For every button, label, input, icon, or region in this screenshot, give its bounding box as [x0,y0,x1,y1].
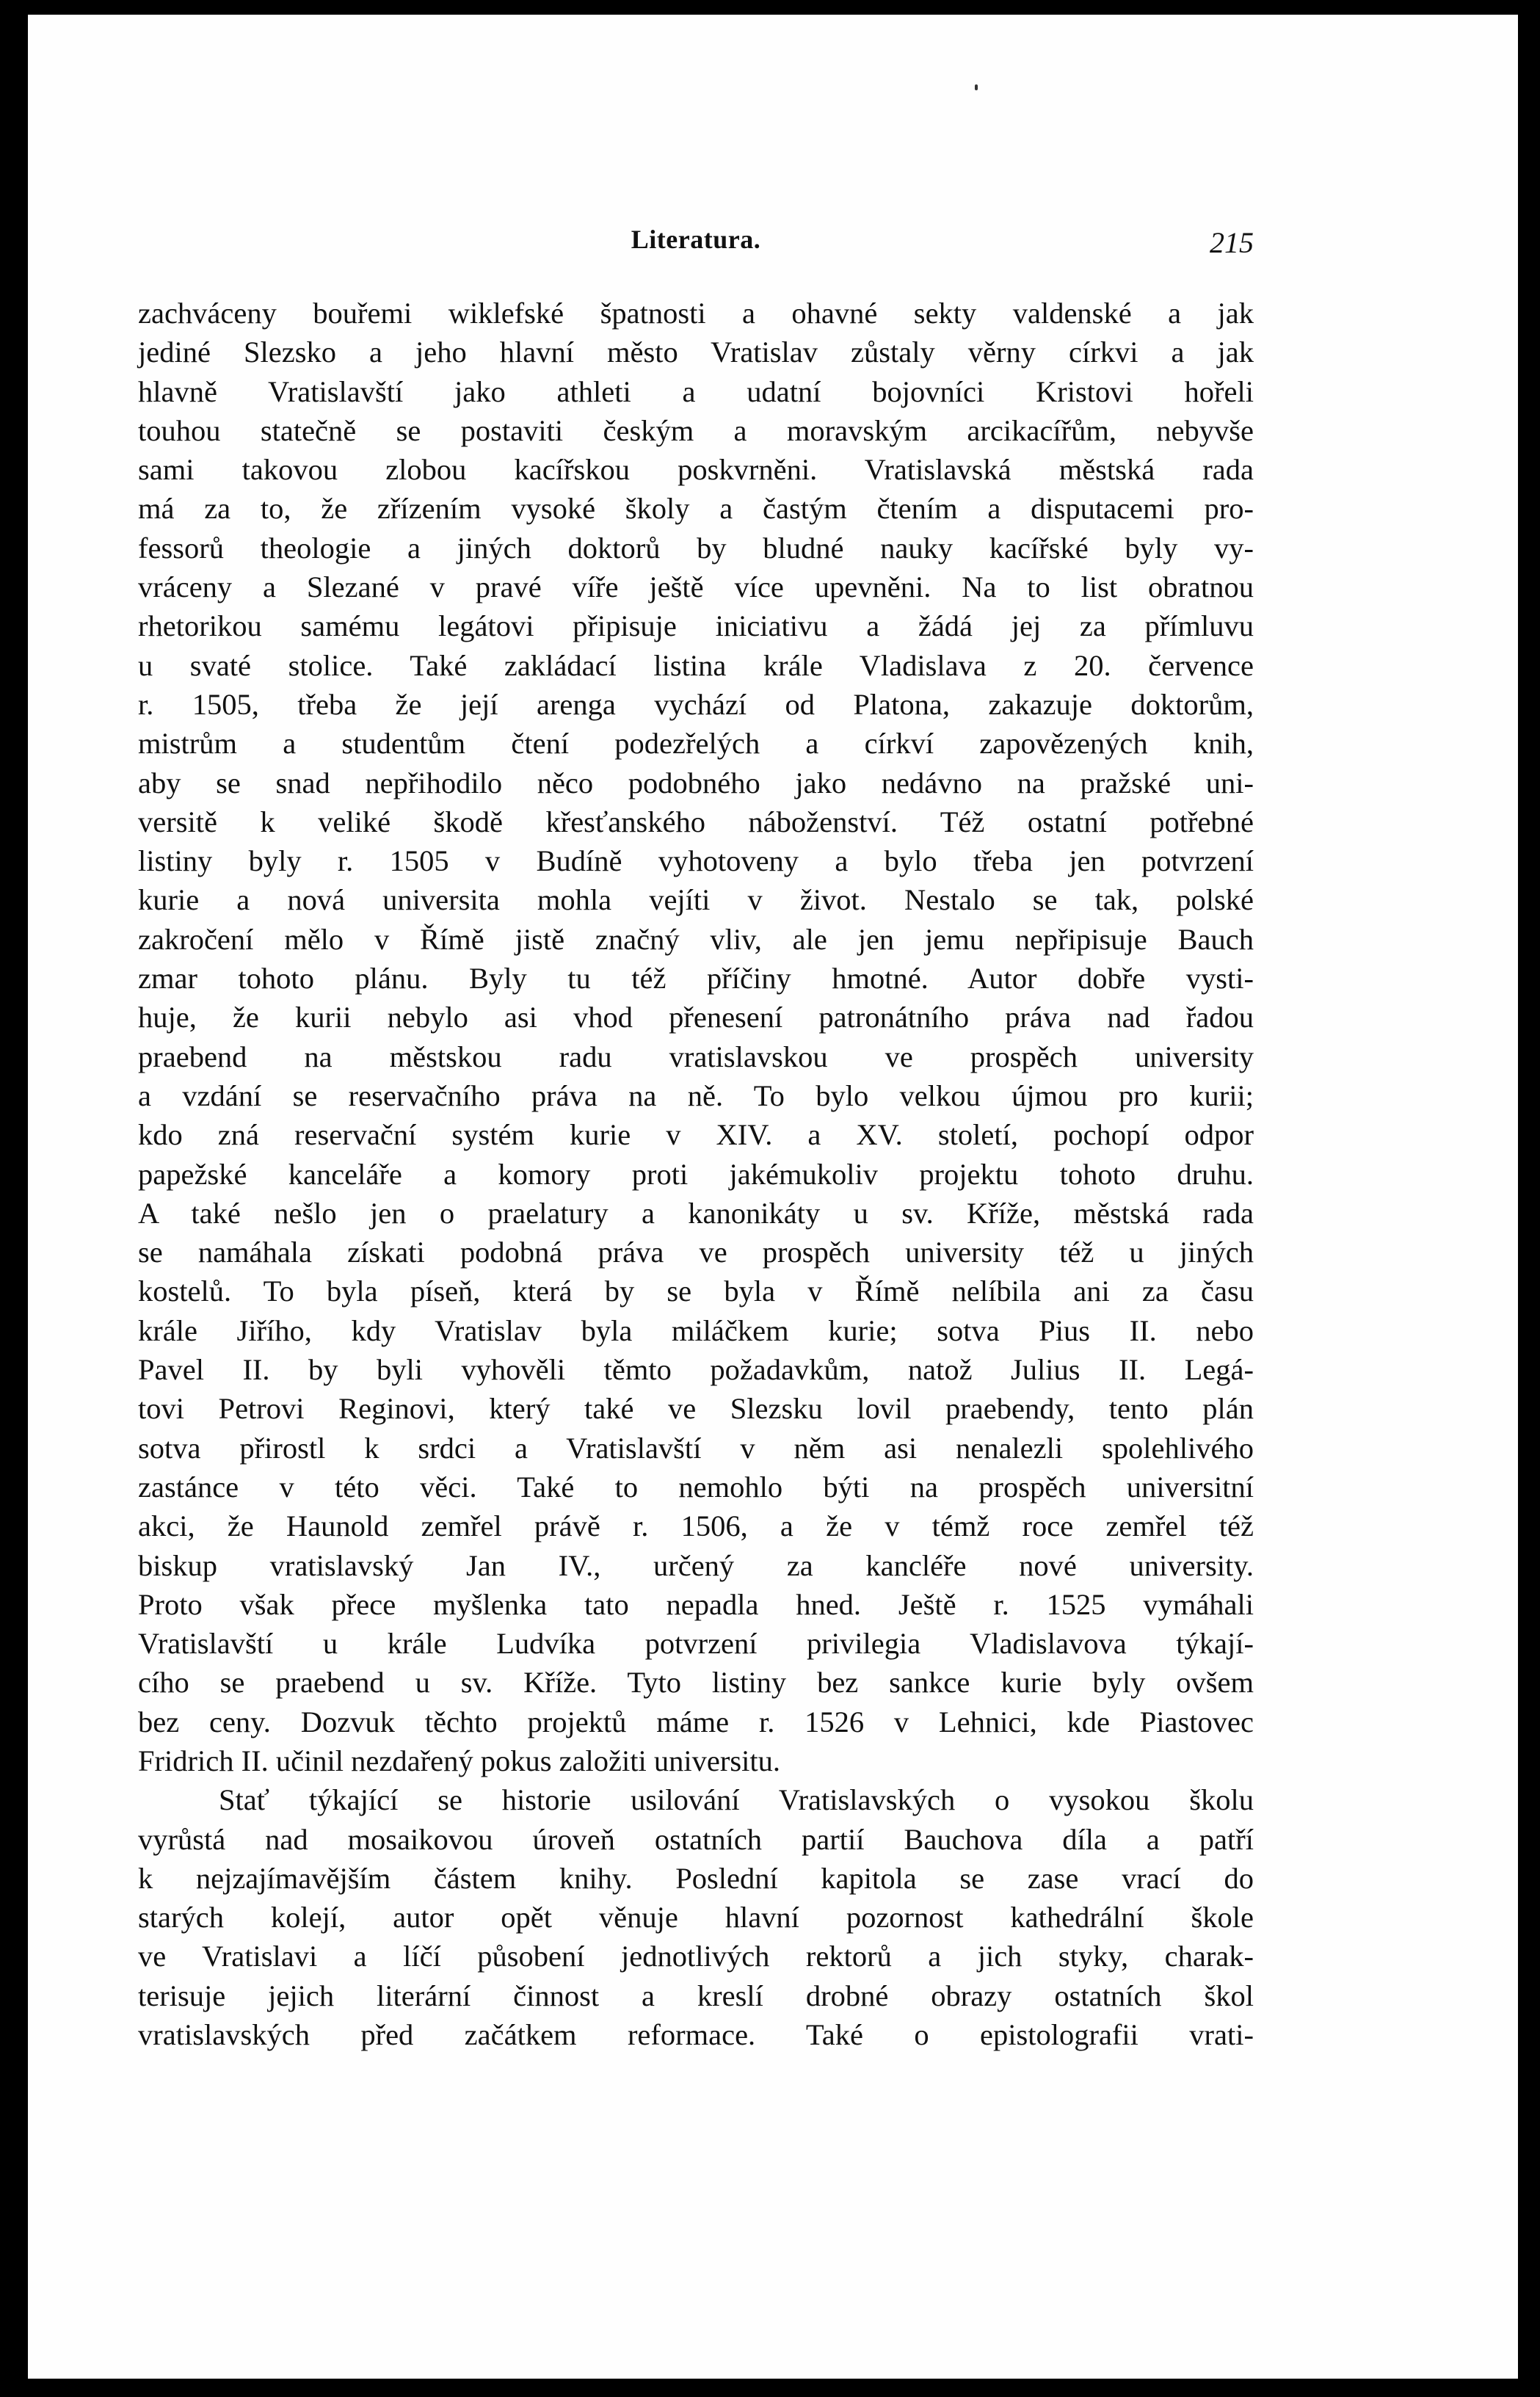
text-line: vráceny a Slezané v pravé víře ještě více upevněni. Na to list obratnou [138,570,1254,604]
text-line: vyrůstá nad mosaikovou úroveň ostatních partií Bauchova díla a patří [138,1822,1254,1856]
text-line: u svaté stolice. Také zakládací listina krále Vladislava z 20. července [138,648,1254,682]
text-line: akci, že Haunold zemřel právě r. 1506, a že v témž roce zemřel též [138,1509,1254,1543]
text-line: tovi Petrovi Reginovi, který také ve Slezsku lovil praebendy, tento plán [138,1392,1254,1426]
text-line: Pavel II. by byli vyhověli těmto požadavkům, natož Julius II. Legá- [138,1353,1254,1387]
text-line: kdo zná reservační systém kurie v XIV. a XV. století, pochopí odpor [138,1118,1254,1152]
text-line: má za to, že zřízením vysoké školy a častým čtením a disputacemi pro- [138,492,1254,526]
text-line: rhetorikou samému legátovi připisuje iniciativu a žádá jej za přímluvu [138,609,1254,643]
text-line: Vratislavští u krále Ludvíka potvrzení privilegia Vladislavova týkají- [138,1627,1254,1661]
text-line: sami takovou zlobou kacířskou poskvrněni. Vratislavská městská rada [138,453,1254,487]
text-line: ve Vratislavi a líčí působení jednotlivých rektorů a jich styky, charak- [138,1940,1254,1973]
text-line: jediné Slezsko a jeho hlavní město Vratislav zůstaly věrny církvi a jak [138,336,1254,369]
text-line: hlavně Vratislavští jako athleti a udatní bojovníci Kristovi hořeli [138,374,1254,408]
text-line: versitě k veliké škodě křesťanského náboženství. Též ostatní potřebné [138,805,1254,838]
text-line: kostelů. To byla píseň, která by se byla v Římě nelíbila ani za času [138,1274,1254,1308]
page-number: 215 [1210,226,1254,259]
text-line: k nejzajímavějším částem knihy. Poslední kapitola se zase vrací do [138,1861,1254,1895]
text-line: aby se snad nepřihodilo něco podobného jako nedávno na pražské uni- [138,766,1254,799]
page-header [138,224,1254,268]
text-line: huje, že kurii nebylo asi vhod přenesení patronátního práva nad řadou [138,1001,1254,1034]
text-line: kurie a nová universita mohla vejíti v život. Nestalo se tak, polské [138,883,1254,917]
text-line: vratislavských před začátkem reformace. Také o epistolografii vrati- [138,2018,1254,2052]
text-line: zmar tohoto plánu. Byly tu též příčiny hmotné. Autor dobře vysti- [138,962,1254,996]
text-line: touhou statečně se postaviti českým a moravským arcikacířům, nebyvše [138,413,1254,447]
text-line: zastánce v této věci. Také to nemohlo býti na prospěch universitní [138,1470,1254,1504]
paragraph-end-line: Fridrich II. učinil nezdařený pokus založiti universitu. [138,1744,781,1777]
text-line: praebend na městskou radu vratislavskou ve prospěch university [138,1040,1254,1073]
running-title: Literatura. [631,225,761,254]
text-line: krále Jiřího, kdy Vratislav byla miláčkem kurie; sotva Pius II. nebo [138,1313,1254,1347]
text-line: biskup vratislavský Jan IV., určený za kancléře nové university. [138,1548,1254,1582]
text-line: terisuje jejich literární činnost a kreslí drobné obrazy ostatních škol [138,1979,1254,2012]
text-line: sotva přirostl k srdci a Vratislavští v něm asi nenalezli spolehlivého [138,1431,1254,1465]
text-line: zachváceny bouřemi wiklefské špatnosti a ohavné sekty valdenské a jak [138,297,1254,330]
text-line: papežské kanceláře a komory proti jakémukoliv projektu tohoto druhu. [138,1157,1254,1191]
text-line: bez ceny. Dozvuk těchto projektů máme r. 1526 v Lehnici, kde Piastovec [138,1705,1254,1738]
paragraph-start-line: Stať týkající se historie usilování Vratislavských o vysokou školu [219,1783,1254,1817]
text-line: fessorů theologie a jiných doktorů by bludné nauky kacířské byly vy- [138,531,1254,565]
text-line: zakročení mělo v Římě jistě značný vliv, ale jen jemu nepřipisuje Bauch [138,922,1254,956]
body-text [138,294,1254,2054]
text-line: A také nešlo jen o praelatury a kanonikáty u sv. Kříže, městská rada [138,1196,1254,1230]
text-line: se namáhala získati podobná práva ve prospěch university též u jiných [138,1236,1254,1269]
text-line: mistrům a studentům čtení podezřelých a církví zapovězených knih, [138,727,1254,761]
text-line: listiny byly r. 1505 v Budíně vyhotoveny a bylo třeba jen potvrzení [138,844,1254,878]
text-line: cího se praebend u sv. Kříže. Tyto listiny bez sankce kurie byly ovšem [138,1666,1254,1700]
text-line: a vzdání se reservačního práva na ně. To bylo velkou újmou pro kurii; [138,1078,1254,1112]
text-line: r. 1505, třeba že její arenga vychází od Platona, zakazuje doktorům, [138,687,1254,721]
text-line: starých kolejí, autor opět věnuje hlavní pozornost kathedrální škole [138,1901,1254,1934]
print-speck [975,84,978,90]
text-line: Proto však přece myšlenka tato nepadla hned. Ještě r. 1525 vymáhali [138,1587,1254,1621]
